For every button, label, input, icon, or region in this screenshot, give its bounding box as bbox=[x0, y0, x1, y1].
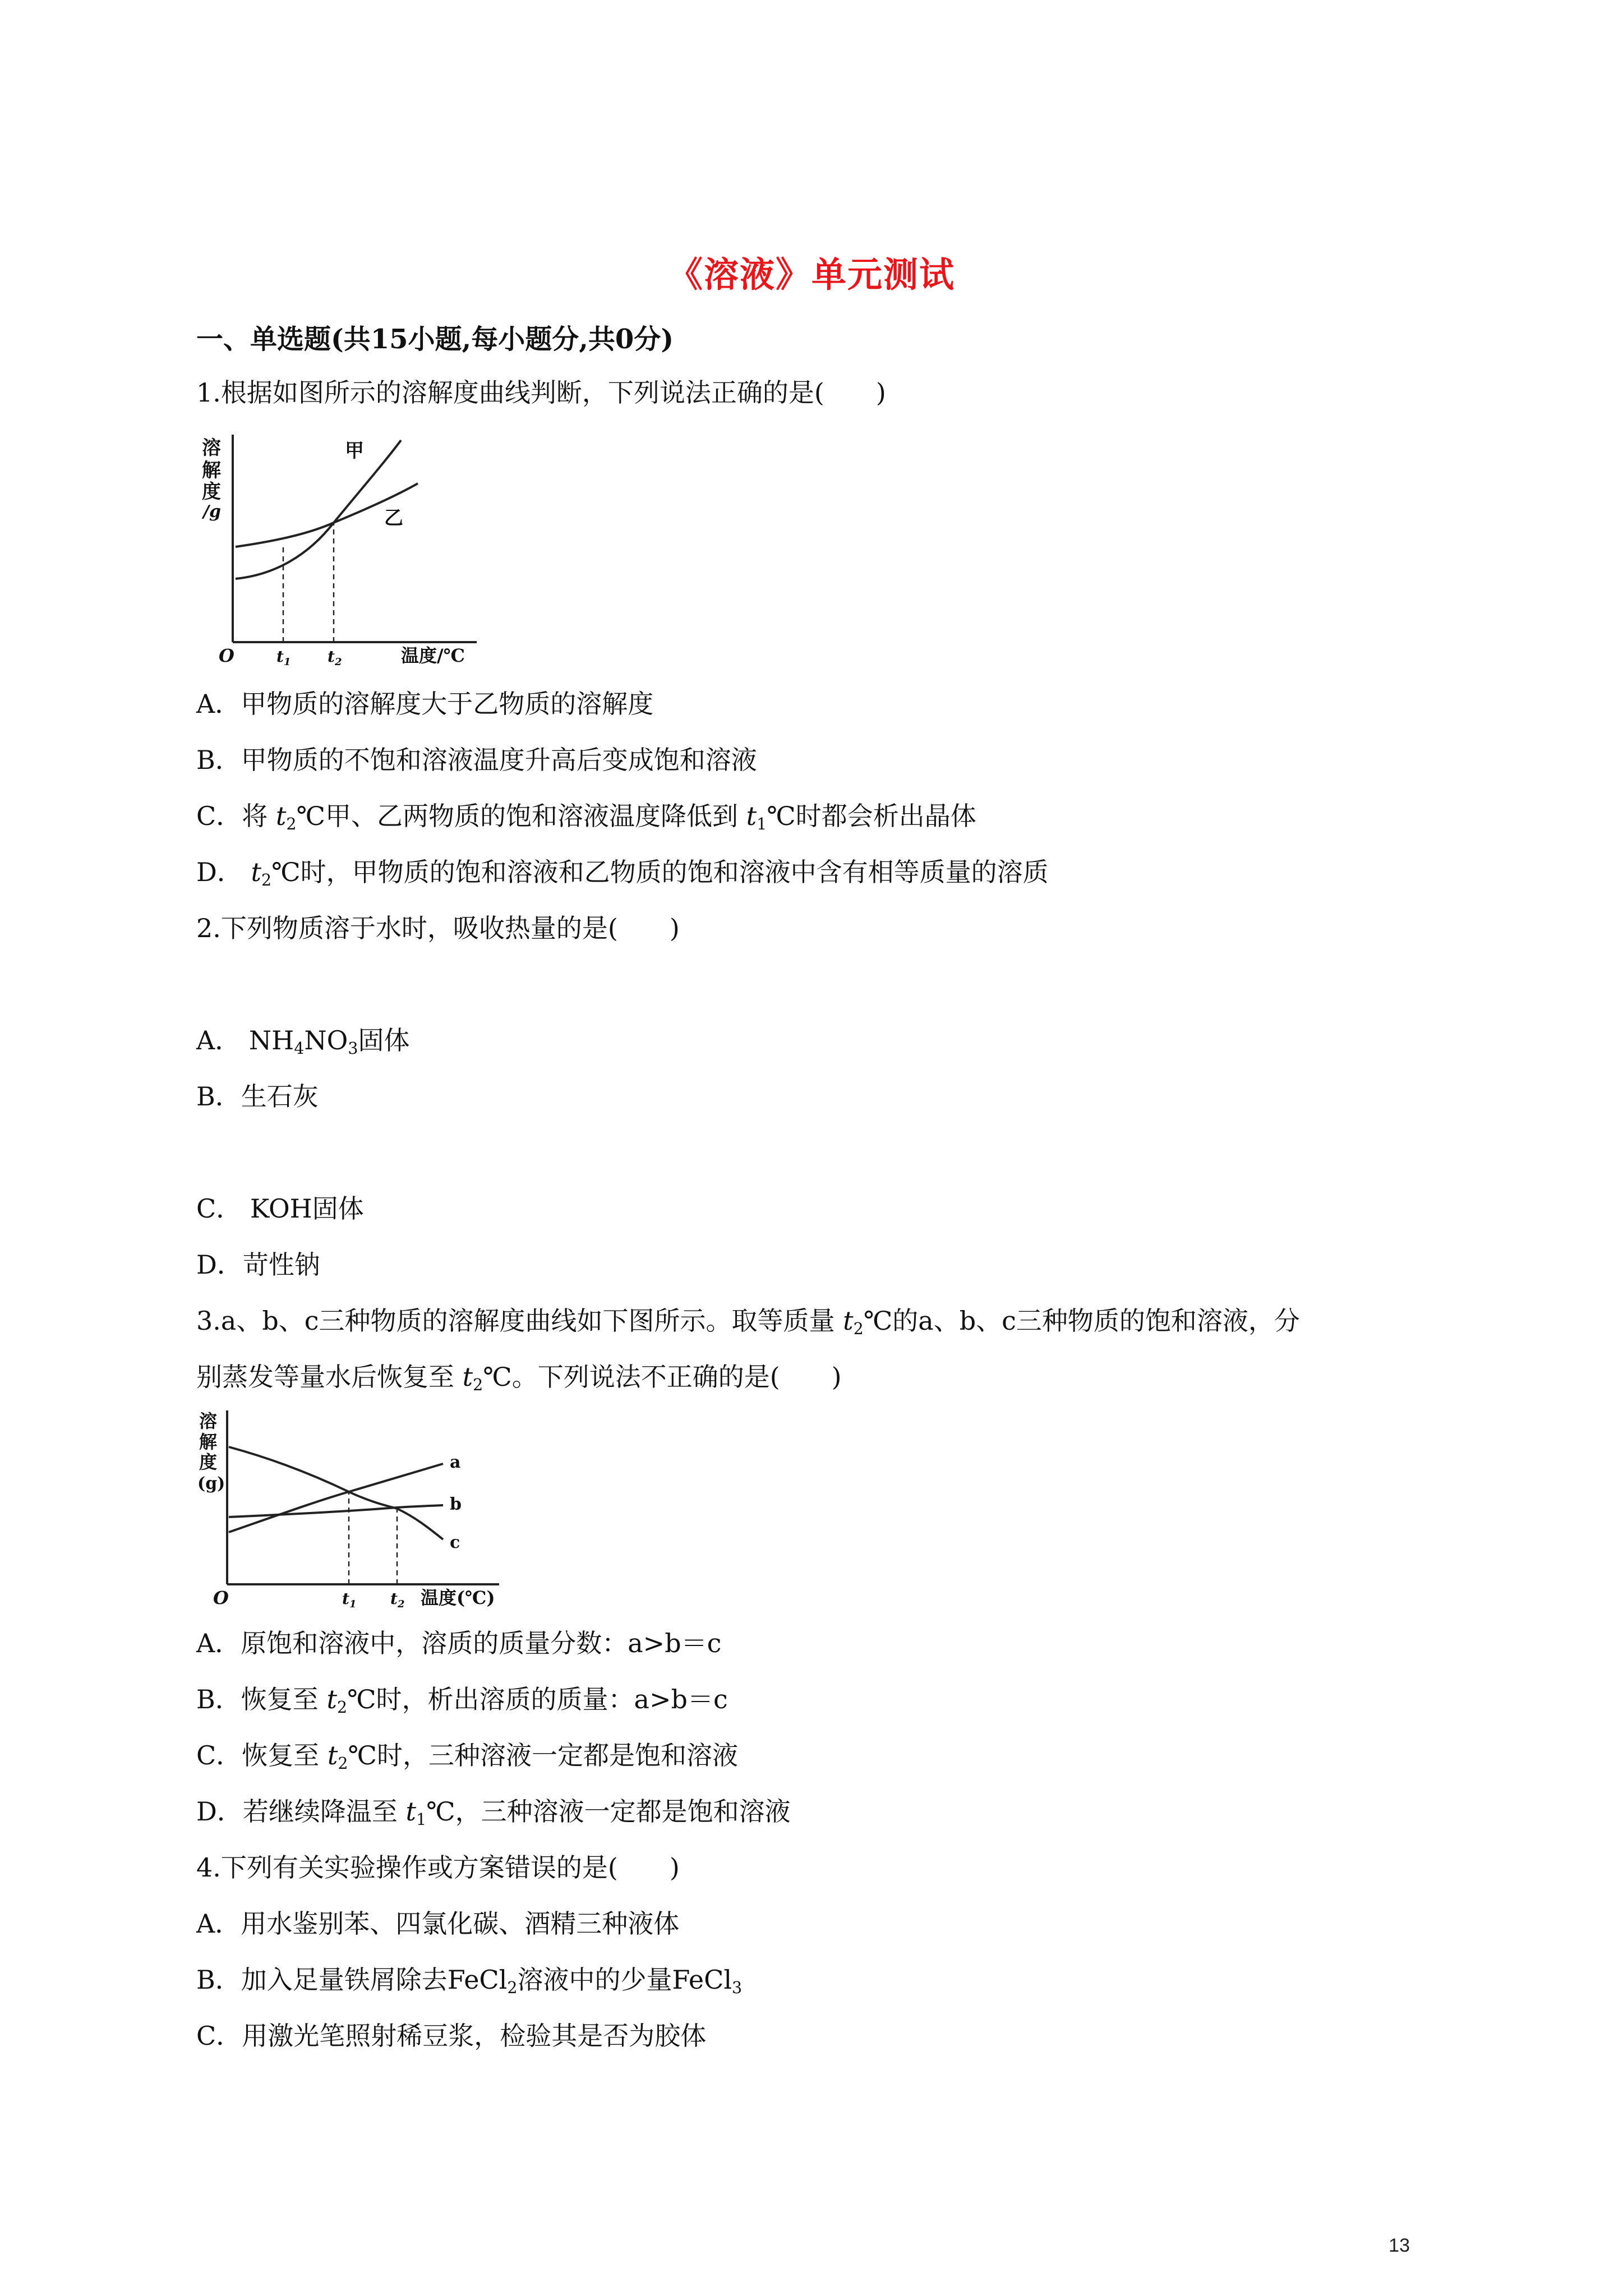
section-heading: 一、单选题(共15小题,每小题分,共0分) bbox=[196, 324, 674, 355]
q3-xlabel: 温度(℃) bbox=[421, 1587, 495, 1608]
q1-series-label-jia: 甲 bbox=[345, 440, 364, 462]
q2-option-d: D．苛性钠 bbox=[196, 1250, 320, 1280]
q3-series-label-c: c bbox=[450, 1533, 460, 1552]
q1-series-label-yi: 乙 bbox=[384, 507, 403, 529]
q1-ylabel-1: 溶 bbox=[202, 437, 221, 459]
q2-stem: 2.下列物质溶于水时，吸收热量的是( ) bbox=[196, 913, 680, 943]
q1-tick-t2: $t_2$ bbox=[328, 647, 342, 667]
q3-option-d: D．若继续降温至 $t_1℃$，三种溶液一定都是饱和溶液 bbox=[196, 1796, 791, 1829]
page-title: 《溶液》单元测试 bbox=[667, 254, 955, 295]
q3-stem-line-1: 3.a、b、c三种物质的溶解度曲线如下图所示。取等质量 $t_2℃$的a、b、c三种物质的饱和溶液，分 bbox=[196, 1306, 1300, 1338]
q3-tick-t1: $t_1$ bbox=[342, 1589, 357, 1610]
q4-option-c: C．用激光笔照射稀豆浆，检验其是否为胶体 bbox=[196, 2021, 707, 2051]
q1-dashed-lines bbox=[283, 523, 334, 642]
q3-ylabel-4: (g) bbox=[197, 1474, 225, 1493]
q3-option-b: B．恢复至 $t_2℃$时，析出溶质的质量：a>b＝c bbox=[196, 1684, 728, 1717]
q3-curve-c bbox=[229, 1447, 443, 1539]
q2-option-a: A． $NH_4NO_3$固体 bbox=[196, 1025, 410, 1058]
q3-solubility-chart bbox=[196, 1408, 522, 1610]
q1-stem: 1.根据如图所示的溶解度曲线判断，下列说法正确的是( ) bbox=[196, 377, 886, 408]
q3-tick-t2: $t_2$ bbox=[390, 1589, 405, 1610]
q1-xlabel: 温度/℃ bbox=[401, 645, 465, 666]
q3-series-label-b: b bbox=[450, 1495, 462, 1514]
q3-ylabel-1: 溶 bbox=[199, 1410, 218, 1432]
q1-option-c: C．将 $t_2℃$甲、乙两物质的饱和溶液温度降低到 $t_1℃$时都会析出晶体 bbox=[196, 801, 976, 833]
q2-option-b: B．生石灰 bbox=[196, 1081, 319, 1112]
q1-origin: O bbox=[219, 645, 234, 666]
q1-option-a: A．甲物质的溶解度大于乙物质的溶解度 bbox=[196, 689, 654, 719]
q1-ylabel-2: 解 bbox=[202, 459, 221, 482]
q3-option-c: C．恢复至 $t_2℃$时，三种溶液一定都是饱和溶液 bbox=[196, 1740, 738, 1773]
q3-curve-a bbox=[229, 1464, 443, 1532]
q4-option-b: B．加入足量铁屑除去FeCl$_2$溶液中的少量FeCl$_3$ bbox=[196, 1965, 743, 1997]
q3-option-a: A．原饱和溶液中，溶质的质量分数：a>b＝c bbox=[196, 1628, 722, 1658]
q2-option-c: C． KOH固体 bbox=[196, 1193, 364, 1224]
q3-ylabel-2: 解 bbox=[199, 1431, 218, 1453]
q1-option-d: D． $t_2℃$时，甲物质的饱和溶液和乙物质的饱和溶液中含有相等质量的溶质 bbox=[196, 857, 1049, 889]
q3-ylabel-3: 度 bbox=[199, 1451, 218, 1473]
q3-origin: O bbox=[213, 1587, 229, 1608]
q1-curve-jia bbox=[236, 440, 401, 579]
q3-stem-line-2: 别蒸发等量水后恢复至 $t_2℃$。下列说法不正确的是( ) bbox=[196, 1362, 842, 1394]
q4-stem: 4.下列有关实验操作或方案错误的是( ) bbox=[196, 1852, 680, 1883]
q1-option-b: B．甲物质的不饱和溶液温度升高后变成饱和溶液 bbox=[196, 745, 757, 775]
q3-series-label-a: a bbox=[450, 1453, 461, 1472]
q1-solubility-chart bbox=[196, 432, 499, 667]
q1-tick-t1: $t_1$ bbox=[276, 647, 291, 667]
q1-ylabel-3: 度 bbox=[202, 481, 221, 503]
q1-ylabel-4: /g bbox=[203, 502, 221, 522]
page-number: 13 bbox=[1389, 2235, 1410, 2256]
q4-option-a: A．用水鉴别苯、四氯化碳、酒精三种液体 bbox=[196, 1908, 680, 1939]
q1-axes bbox=[233, 435, 477, 642]
